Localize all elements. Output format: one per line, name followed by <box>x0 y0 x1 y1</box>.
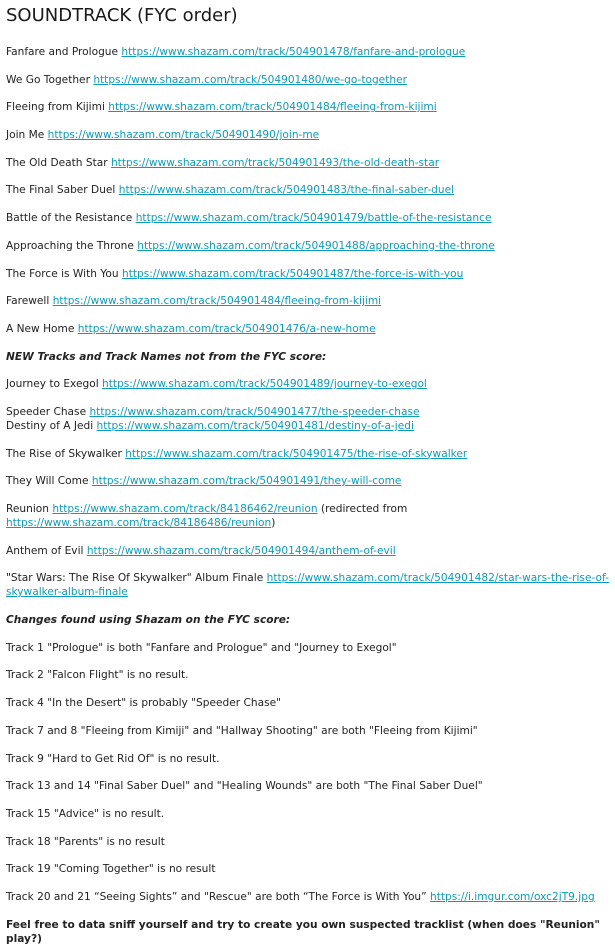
track-link[interactable]: https://www.shazam.com/track/504901478/fanfare-and-prologue <box>121 46 466 58</box>
track-link[interactable]: https://www.shazam.com/track/504901484/fleeing-from-kijimi <box>108 101 437 114</box>
track-link[interactable]: https://www.shazam.com/track/504901483/the-final-saber-duel <box>118 184 455 197</box>
track-name: Fleeing from Kijimi <box>6 101 105 114</box>
track-entry <box>6 544 609 558</box>
track-entry <box>6 447 609 461</box>
track-link[interactable]: https://www.shazam.com/track/504901487/the-force-is-with-you <box>121 267 464 280</box>
track-entry <box>6 128 609 142</box>
track-link[interactable]: https://www.shazam.com/track/504901480/we-go-together <box>93 73 407 86</box>
track-name: Battle of the Resistance <box>6 212 133 225</box>
track-name: The Rise of Skywalker <box>6 447 122 460</box>
changes-heading: Changes found using Shazam on the FYC score: <box>6 614 291 627</box>
track-name: Fanfare and Prologue <box>6 46 119 58</box>
change-entry: Track 7 and 8 "Fleeing from Kimiji" and "Hallway Shooting" are both "Fleeing from Kijimi" <box>6 724 478 737</box>
new-track-list <box>6 377 609 599</box>
track-entry <box>6 294 609 308</box>
track-link[interactable]: https://www.shazam.com/track/504901491/they-will-come <box>91 475 402 488</box>
track-link[interactable]: https://www.shazam.com/track/504901493/the-old-death-star <box>110 156 440 169</box>
track-entry-pair <box>6 405 609 433</box>
track-entry <box>6 100 609 114</box>
new-tracks-heading: NEW Tracks and Track Names not from the FYC score: <box>6 350 327 363</box>
track-entry <box>6 377 609 391</box>
track-name: We Go Together <box>6 73 90 86</box>
closing-note: Feel free to data sniff yourself and try to create you own suspected tracklist (when does "Reunion" play?) <box>6 918 600 945</box>
changes-list <box>6 641 609 904</box>
track-link[interactable]: https://www.shazam.com/track/504901476/a-new-home <box>77 322 376 335</box>
redirect-note: (redirected from <box>320 503 408 515</box>
track-link[interactable]: https://www.shazam.com/track/504901490/join-me <box>47 129 320 142</box>
track-entry <box>6 73 609 87</box>
track-link[interactable]: https://www.shazam.com/track/504901477/the-speeder-chase <box>89 405 420 418</box>
track-name: They Will Come <box>6 475 89 488</box>
track-entry <box>6 322 609 336</box>
track-name: Destiny of A Jedi <box>6 419 94 432</box>
track-entry <box>6 45 609 59</box>
track-name: "Star Wars: The Rise Of Skywalker" Album Finale <box>6 572 264 585</box>
track-link[interactable]: https://www.shazam.com/track/504901481/destiny-of-a-jedi <box>96 419 414 432</box>
redirect-note-end: ) <box>271 517 276 529</box>
redirect-link[interactable]: https://www.shazam.com/track/84186486/reunion <box>6 517 272 529</box>
track-name: Farewell <box>6 295 50 308</box>
track-entry <box>6 474 609 488</box>
track-link[interactable]: https://www.shazam.com/track/504901479/battle-of-the-resistance <box>135 212 492 225</box>
fyc-track-list <box>6 45 609 336</box>
track-entry <box>6 267 609 281</box>
change-text: Track 20 and 21 “Seeing Sights” and "Rescue" are both “The Force is With You” <box>6 890 427 903</box>
change-entry: Track 15 "Advice" is no result. <box>6 807 165 820</box>
change-entry <box>6 890 609 904</box>
change-entry: Track 9 "Hard to Get Rid Of" is no result. <box>6 752 220 765</box>
change-entry: Track 1 "Prologue" is both "Fanfare and Prologue" and "Journey to Exegol" <box>6 641 397 654</box>
change-entry: Track 2 "Falcon Flight" is no result. <box>6 669 189 682</box>
track-entry <box>6 183 609 197</box>
track-name: Approaching the Throne <box>6 239 134 252</box>
track-name: The Old Death Star <box>6 156 108 169</box>
track-entry <box>6 571 609 599</box>
track-name: The Force is With You <box>6 267 119 280</box>
track-link[interactable]: https://www.shazam.com/track/504901494/anthem-of-evil <box>86 544 396 557</box>
track-link[interactable]: https://www.shazam.com/track/504901482/star-wars-the-rise-of-skywalker-album-finale <box>6 572 609 599</box>
track-link[interactable]: https://www.shazam.com/track/504901475/the-rise-of-skywalker <box>125 447 468 460</box>
track-name: Anthem of Evil <box>6 544 84 557</box>
track-link[interactable]: https://www.shazam.com/track/504901488/approaching-the-throne <box>137 239 495 252</box>
change-entry: Track 4 "In the Desert" is probably "Speeder Chase" <box>6 697 282 710</box>
track-name: Reunion <box>6 503 49 515</box>
track-name: A New Home <box>6 322 75 335</box>
track-entry <box>6 156 609 170</box>
track-link[interactable]: https://www.shazam.com/track/504901489/journey-to-exegol <box>102 378 427 391</box>
change-entry: Track 19 "Coming Together" is no result <box>6 863 216 876</box>
change-entry: Track 13 and 14 "Final Saber Duel" and "Healing Wounds" are both "The Final Saber Duel" <box>6 780 483 793</box>
image-link[interactable]: https://i.imgur.com/oxc2jT9.jpg <box>430 890 595 903</box>
track-link[interactable]: https://www.shazam.com/track/504901484/fleeing-from-kijimi <box>52 295 382 308</box>
track-name: Journey to Exegol <box>6 378 99 391</box>
track-name: The Final Saber Duel <box>6 184 116 197</box>
page-title: SOUNDTRACK (FYC order) <box>6 5 238 26</box>
track-name: Speeder Chase <box>6 405 87 418</box>
track-link[interactable]: https://www.shazam.com/track/84186462/reunion <box>52 503 318 515</box>
track-name: Join Me <box>6 129 45 142</box>
track-entry <box>6 211 609 225</box>
track-entry <box>6 239 609 253</box>
track-entry <box>6 502 609 530</box>
change-entry: Track 18 "Parents" is no result <box>6 835 165 848</box>
